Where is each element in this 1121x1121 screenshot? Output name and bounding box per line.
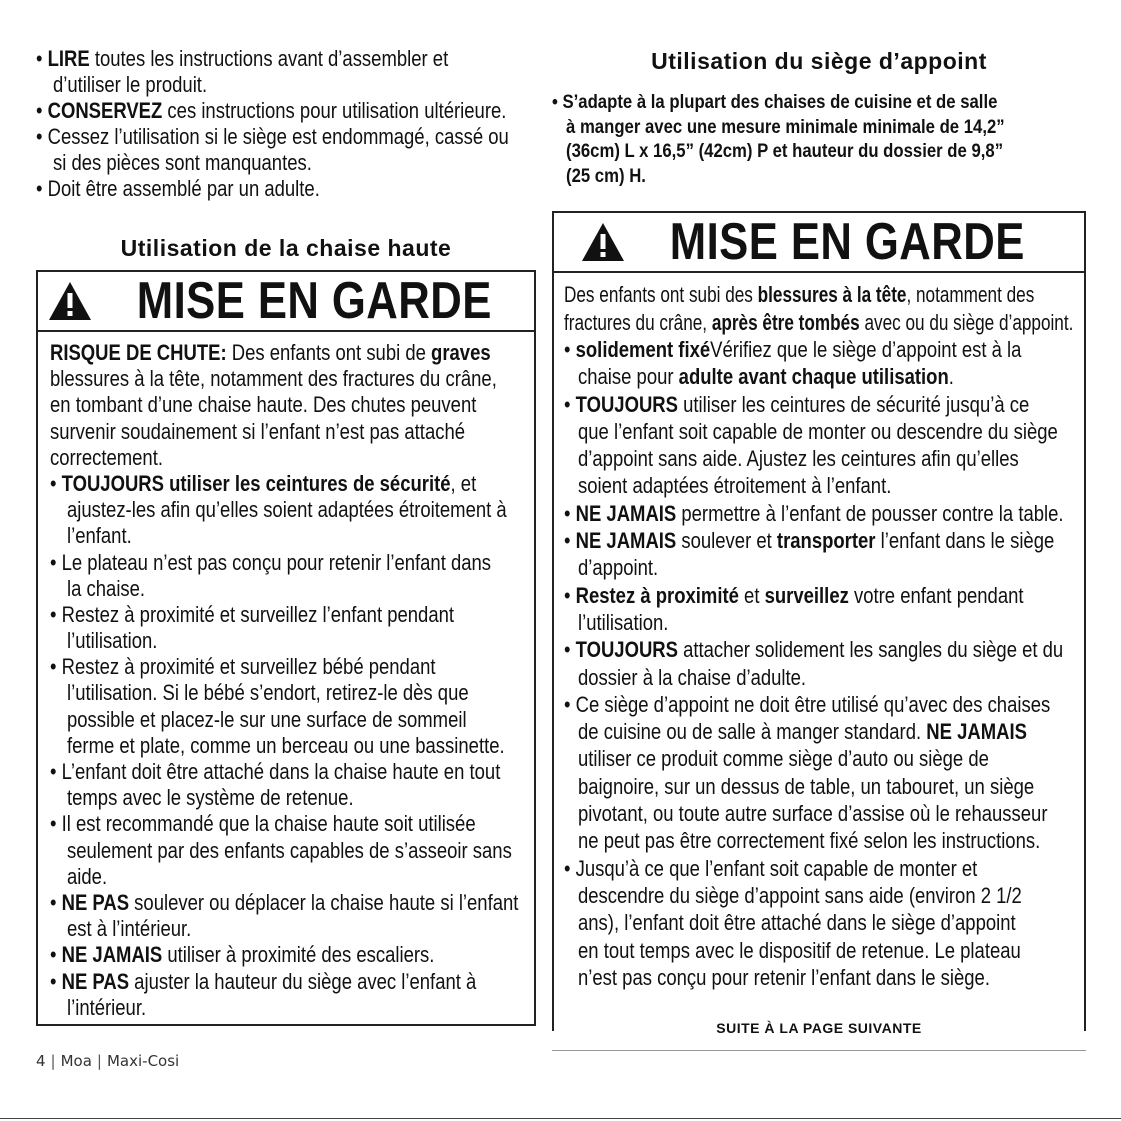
line-content — [50, 550, 491, 576]
text-line — [50, 759, 536, 785]
text-line — [50, 707, 536, 733]
text-run: et — [738, 582, 765, 608]
bullet-marker: • — [36, 46, 48, 71]
line-content — [564, 309, 1073, 337]
line-content — [578, 882, 1022, 909]
text-line — [564, 472, 1086, 499]
text-run: toutes les instructions avant d’assembler et — [89, 46, 449, 71]
text-run: , notamment des — [906, 282, 1035, 307]
text-run: soulever ou déplacer la chaise haute si l’enfant — [129, 889, 519, 915]
line-content — [564, 527, 1054, 554]
text-line — [564, 882, 1086, 909]
text-line — [50, 392, 536, 418]
line-content — [564, 336, 1021, 363]
line-content — [67, 523, 132, 549]
text-line — [564, 527, 1086, 554]
text-line — [50, 340, 536, 366]
text-run: ne peut pas être correctement fixé selon les instructions. — [578, 828, 1041, 854]
text-line — [50, 576, 536, 602]
text-run: descendre du siège d’appoint sans aide (environ 2 1/2 — [578, 882, 1022, 908]
text-line — [50, 995, 536, 1021]
text-line — [564, 691, 1086, 718]
line-content — [67, 680, 469, 706]
text-run: en tombant d’une chaise haute. Des chutes peuvent — [50, 392, 477, 418]
line-content — [36, 46, 448, 72]
text-line — [564, 281, 1086, 309]
text-line — [564, 636, 1086, 663]
continue-note: SUITE À LA PAGE SUIVANTE — [716, 1020, 922, 1036]
bullet-marker: • — [36, 124, 48, 149]
line-content — [36, 176, 320, 202]
bold-text: (36cm) L x 16,5” (42cm) P et hauteur du dossier de 9,8” — [566, 141, 1004, 162]
text-line — [50, 497, 536, 523]
text-run: . — [948, 364, 954, 390]
line-content — [578, 909, 1016, 936]
line-content — [50, 340, 491, 366]
text-line — [552, 116, 1086, 141]
bold-text: TOUJOURS — [575, 391, 678, 417]
text-line — [50, 654, 536, 680]
line-content — [564, 636, 1063, 663]
left-warning-header — [38, 272, 534, 332]
text-line — [564, 445, 1086, 472]
text-run: L’enfant doit être attaché dans la chaise haute en tout — [61, 759, 501, 784]
bold-text: LIRE — [47, 46, 90, 71]
text-line — [50, 811, 536, 837]
bold-text: à manger avec une mesure minimale minimale de 14,2” — [566, 116, 1005, 138]
bullet-marker: • — [564, 691, 576, 717]
text-run: Jusqu’à ce que l’enfant soit capable de monter et — [575, 855, 978, 881]
bold-text: Restez à proximité — [575, 582, 739, 608]
bold-text: transporter — [776, 528, 876, 554]
left-warning-box — [36, 270, 536, 1026]
text-run: ans), l’enfant doit être attaché dans le siège d’appoint — [578, 910, 1016, 936]
text-run: utiliser les ceintures de sécurité jusqu’à ce — [677, 391, 1030, 417]
text-line — [50, 785, 536, 811]
line-content — [578, 418, 1058, 445]
line-content — [564, 691, 1050, 718]
line-content — [578, 827, 1040, 854]
line-content — [50, 445, 163, 471]
bullet-marker: • — [50, 942, 62, 968]
text-line — [564, 391, 1086, 418]
text-run: votre enfant pendant — [848, 582, 1024, 608]
line-content — [67, 576, 145, 602]
text-run: la chaise. — [67, 575, 146, 601]
bold-text: NE JAMAIS — [575, 500, 677, 526]
text-run: d’utiliser le produit. — [53, 72, 208, 97]
bold-text: TOUJOURS — [575, 637, 678, 663]
line-content — [50, 419, 465, 445]
bullet-marker: • — [50, 889, 62, 915]
right-section-heading: Utilisation du siège d’appoint — [651, 48, 987, 74]
text-line — [564, 664, 1086, 691]
bold-text: TOUJOURS utiliser les ceintures de sécurité — [61, 470, 451, 496]
text-line — [564, 309, 1086, 337]
line-content — [50, 602, 454, 628]
line-content — [53, 72, 207, 98]
text-line — [36, 124, 556, 150]
text-line — [564, 937, 1086, 964]
line-content — [578, 745, 989, 772]
text-run: baignoire, sur un dessus de table, un tabouret, un siège — [578, 773, 1035, 799]
text-run: ces instructions pour utilisation ultérieure. — [162, 98, 507, 123]
text-run: Restez à proximité et surveillez l’enfant pendant — [61, 601, 455, 627]
text-run: de cuisine ou de salle à manger standard. — [578, 719, 927, 745]
text-line — [564, 582, 1086, 609]
line-content — [67, 916, 191, 942]
warning-icon — [47, 280, 93, 322]
line-content — [564, 582, 1024, 609]
intro-bullets — [36, 46, 556, 202]
text-run: chaise pour — [578, 364, 679, 390]
line-content — [36, 98, 506, 124]
text-run: l’utilisation. — [67, 628, 158, 654]
bullet-marker: • — [50, 470, 62, 496]
text-run: l’enfant dans le siège — [875, 528, 1055, 554]
line-content — [67, 838, 512, 864]
text-run: ajustez-les afin qu’elles soient adaptées étroitement à — [67, 497, 507, 523]
text-line — [564, 500, 1086, 527]
text-run: n’est pas conçu pour retenir l’enfant dans le siège. — [578, 964, 990, 990]
left-warning-text — [50, 340, 536, 1021]
line-content — [564, 281, 1034, 309]
line-content — [564, 855, 977, 882]
text-run: Ce siège d’appoint ne doit être utilisé qu’avec des chaises — [575, 691, 1051, 717]
text-line — [50, 550, 536, 576]
brand-name: Maxi-Cosi — [106, 1052, 180, 1070]
line-content — [50, 471, 476, 497]
text-line — [50, 733, 536, 759]
text-line — [36, 98, 556, 124]
line-content — [67, 628, 157, 654]
line-content — [578, 554, 658, 581]
text-line — [50, 628, 536, 654]
right-warning-header — [554, 213, 1084, 273]
bold-text: adulte avant chaque utilisation — [678, 364, 949, 390]
line-content — [67, 995, 146, 1021]
text-run: soient adaptées étroitement à l’enfant. — [578, 473, 892, 499]
text-run: Vérifiez que le siège d’appoint est — [710, 337, 992, 362]
text-run: dossier à la chaise d’adulte. — [578, 664, 807, 690]
warning-title: MISE EN GARDE — [669, 213, 1025, 271]
line-content — [67, 497, 507, 523]
line-content — [564, 500, 1064, 527]
bullet-marker: • — [564, 582, 576, 608]
line-content — [578, 363, 954, 390]
bold-text: NE PAS — [61, 968, 130, 994]
line-content — [578, 718, 1027, 745]
product-name: Moa — [60, 1052, 92, 1070]
right-warning-box — [552, 211, 1086, 1031]
line-content — [566, 116, 1005, 141]
text-line — [564, 609, 1086, 636]
line-content — [50, 890, 518, 916]
text-line — [564, 827, 1086, 854]
line-content — [53, 150, 312, 176]
text-run: , et — [450, 470, 477, 496]
line-content — [578, 609, 668, 636]
line-content — [67, 785, 354, 811]
text-line — [36, 46, 556, 72]
bullet-marker: • — [50, 759, 62, 784]
bold-text: NE JAMAIS — [61, 942, 163, 968]
text-run: en tout temps avec le dispositif de retenue. Le plateau — [578, 937, 1021, 963]
right-intro-text — [552, 91, 1086, 189]
text-run: aide. — [67, 863, 108, 889]
page-number: 4 — [36, 1052, 46, 1070]
right-warning-text — [564, 281, 1086, 991]
page-footer: 4 | Moa | Maxi-Cosi — [36, 1052, 180, 1070]
bullet-marker: • — [564, 337, 576, 362]
bold-text: solidement fixé — [575, 337, 711, 362]
warning-title: MISE EN GARDE — [136, 272, 492, 330]
left-section-heading: Utilisation de la chaise haute — [120, 235, 452, 261]
bold-text: (25 cm) H. — [566, 165, 646, 187]
text-line — [50, 890, 536, 916]
text-run: soulever et — [676, 528, 777, 554]
text-line — [50, 419, 536, 445]
text-run: temps avec le système de retenue. — [67, 785, 354, 811]
bottom-rule — [0, 1118, 1121, 1119]
text-line — [36, 150, 556, 176]
bullet-marker: • — [50, 811, 62, 837]
text-line — [50, 523, 536, 549]
bold-text: graves — [431, 340, 491, 365]
text-line — [50, 916, 536, 942]
bullet-marker: • — [36, 98, 48, 123]
bold-text: NE PAS — [61, 889, 130, 915]
bold-text: blessures à la tête — [757, 282, 907, 307]
text-run: l’utilisation. Si le bébé s’endort, retirez-le dès que — [67, 680, 469, 706]
text-line — [50, 366, 536, 392]
line-content — [50, 366, 497, 392]
text-run: est à l’intérieur. — [67, 916, 192, 942]
text-line — [50, 838, 536, 864]
text-run: fractures du crâne, — [564, 309, 712, 335]
text-run: attacher solidement les sangles du siège et du — [677, 637, 1064, 663]
line-content — [50, 969, 476, 995]
line-content — [566, 140, 1003, 165]
line-content — [36, 124, 509, 150]
text-run: survenir soudainement si l’enfant n’est pas attaché — [50, 418, 466, 444]
line-content — [578, 800, 1047, 827]
line-content — [67, 864, 107, 890]
text-line — [552, 140, 1086, 165]
text-run: permettre à l’enfant de pousser contre la table. — [676, 500, 1064, 526]
line-content — [564, 391, 1029, 418]
text-line — [50, 969, 536, 995]
text-line — [564, 800, 1086, 827]
text-line — [50, 602, 536, 628]
bullet-marker: • — [564, 500, 576, 526]
bullet-marker: • — [564, 637, 576, 663]
text-run: correctement. — [50, 444, 163, 470]
text-line — [36, 72, 556, 98]
text-line — [564, 745, 1086, 772]
text-run: Doit être assemblé par un adulte. — [47, 176, 320, 201]
text-line — [564, 855, 1086, 882]
line-content — [566, 165, 646, 190]
text-run: utiliser à proximité des escaliers. — [162, 942, 435, 968]
text-line — [50, 680, 536, 706]
bold-text: après être tombés — [711, 309, 860, 335]
text-line — [50, 942, 536, 968]
text-run: utiliser ce produit comme siège d’auto ou siège de — [578, 746, 989, 772]
text-run: ajuster la hauteur du siège avec l’enfant à — [129, 968, 477, 994]
bullet-marker: • — [564, 528, 576, 554]
line-content — [67, 707, 467, 733]
text-run: ferme et plate, comme un berceau ou une bassinette. — [67, 732, 505, 758]
bullet-marker: • — [36, 176, 48, 201]
text-run: Il est recommandé que la chaise haute soit utilisée — [61, 811, 476, 837]
text-run: à la — [991, 337, 1022, 362]
line-content — [578, 472, 891, 499]
text-run: seulement par des enfants capables de s’asseoir sans — [67, 837, 512, 863]
text-line — [552, 91, 1086, 116]
text-line — [564, 418, 1086, 445]
bold-text: CONSERVEZ — [47, 98, 163, 123]
text-line — [564, 773, 1086, 800]
bold-text: NE JAMAIS — [926, 719, 1027, 745]
text-run: que l’enfant soit capable de monter ou descendre du siège — [578, 418, 1058, 444]
bold-text: surveillez — [764, 582, 849, 608]
text-line — [564, 554, 1086, 581]
line-content — [578, 773, 1034, 800]
text-run: Restez à proximité et surveillez bébé pendant — [61, 654, 436, 680]
line-content — [578, 445, 1019, 472]
text-run: avec ou du siège d’appoint. — [859, 309, 1074, 335]
text-run: possible et placez-le sur une surface de sommeil — [67, 706, 467, 732]
text-line — [564, 336, 1086, 363]
bullet-marker: • — [564, 855, 576, 881]
text-run: si des pièces sont manquantes. — [53, 150, 312, 175]
text-run: d’appoint sans aide. Ajustez les ceintures afin qu’elles — [578, 446, 1019, 472]
line-content — [552, 91, 997, 116]
bold-text: NE JAMAIS — [575, 528, 677, 554]
line-content — [578, 664, 806, 691]
bold-text: • S’adapte à la plupart des chaises de cuisine et de salle — [552, 92, 998, 113]
text-run: Le plateau n’est pas conçu pour retenir l’enfant dans — [61, 549, 492, 575]
text-run: Des enfants ont subi de — [226, 340, 432, 365]
text-run: l’intérieur. — [67, 994, 147, 1020]
text-line — [564, 363, 1086, 390]
text-run: d’appoint. — [578, 555, 659, 581]
bullet-marker: • — [50, 549, 62, 575]
line-content — [50, 392, 476, 418]
text-run: l’enfant. — [67, 523, 132, 549]
line-content — [50, 654, 436, 680]
bold-text: RISQUE DE CHUTE: — [50, 340, 227, 365]
text-run: pivotant, ou toute autre surface d’assise où le rehausseur — [578, 801, 1048, 827]
text-run: Cessez l’utilisation si le siège est endommagé, cassé ou — [47, 124, 509, 149]
line-content — [67, 733, 505, 759]
text-run: Des enfants ont subi des — [564, 282, 758, 307]
text-line — [36, 176, 556, 202]
text-line — [564, 718, 1086, 745]
bullet-marker: • — [50, 601, 62, 627]
bullet-marker: • — [564, 391, 576, 417]
bullet-marker: • — [50, 968, 62, 994]
warning-icon — [580, 221, 626, 263]
text-line — [50, 445, 536, 471]
text-line — [564, 909, 1086, 936]
line-content — [50, 811, 476, 837]
line-content — [50, 759, 500, 785]
text-run: l’utilisation. — [578, 609, 669, 635]
text-line — [50, 471, 536, 497]
text-line — [552, 165, 1086, 190]
line-content — [50, 942, 434, 968]
text-line — [564, 964, 1086, 991]
line-content — [578, 937, 1021, 964]
text-run: blessures à la tête, notamment des fractures du crâne, — [50, 366, 497, 392]
text-line — [50, 864, 536, 890]
bullet-marker: • — [50, 654, 62, 680]
right-divider — [552, 1050, 1086, 1051]
line-content — [578, 964, 990, 991]
